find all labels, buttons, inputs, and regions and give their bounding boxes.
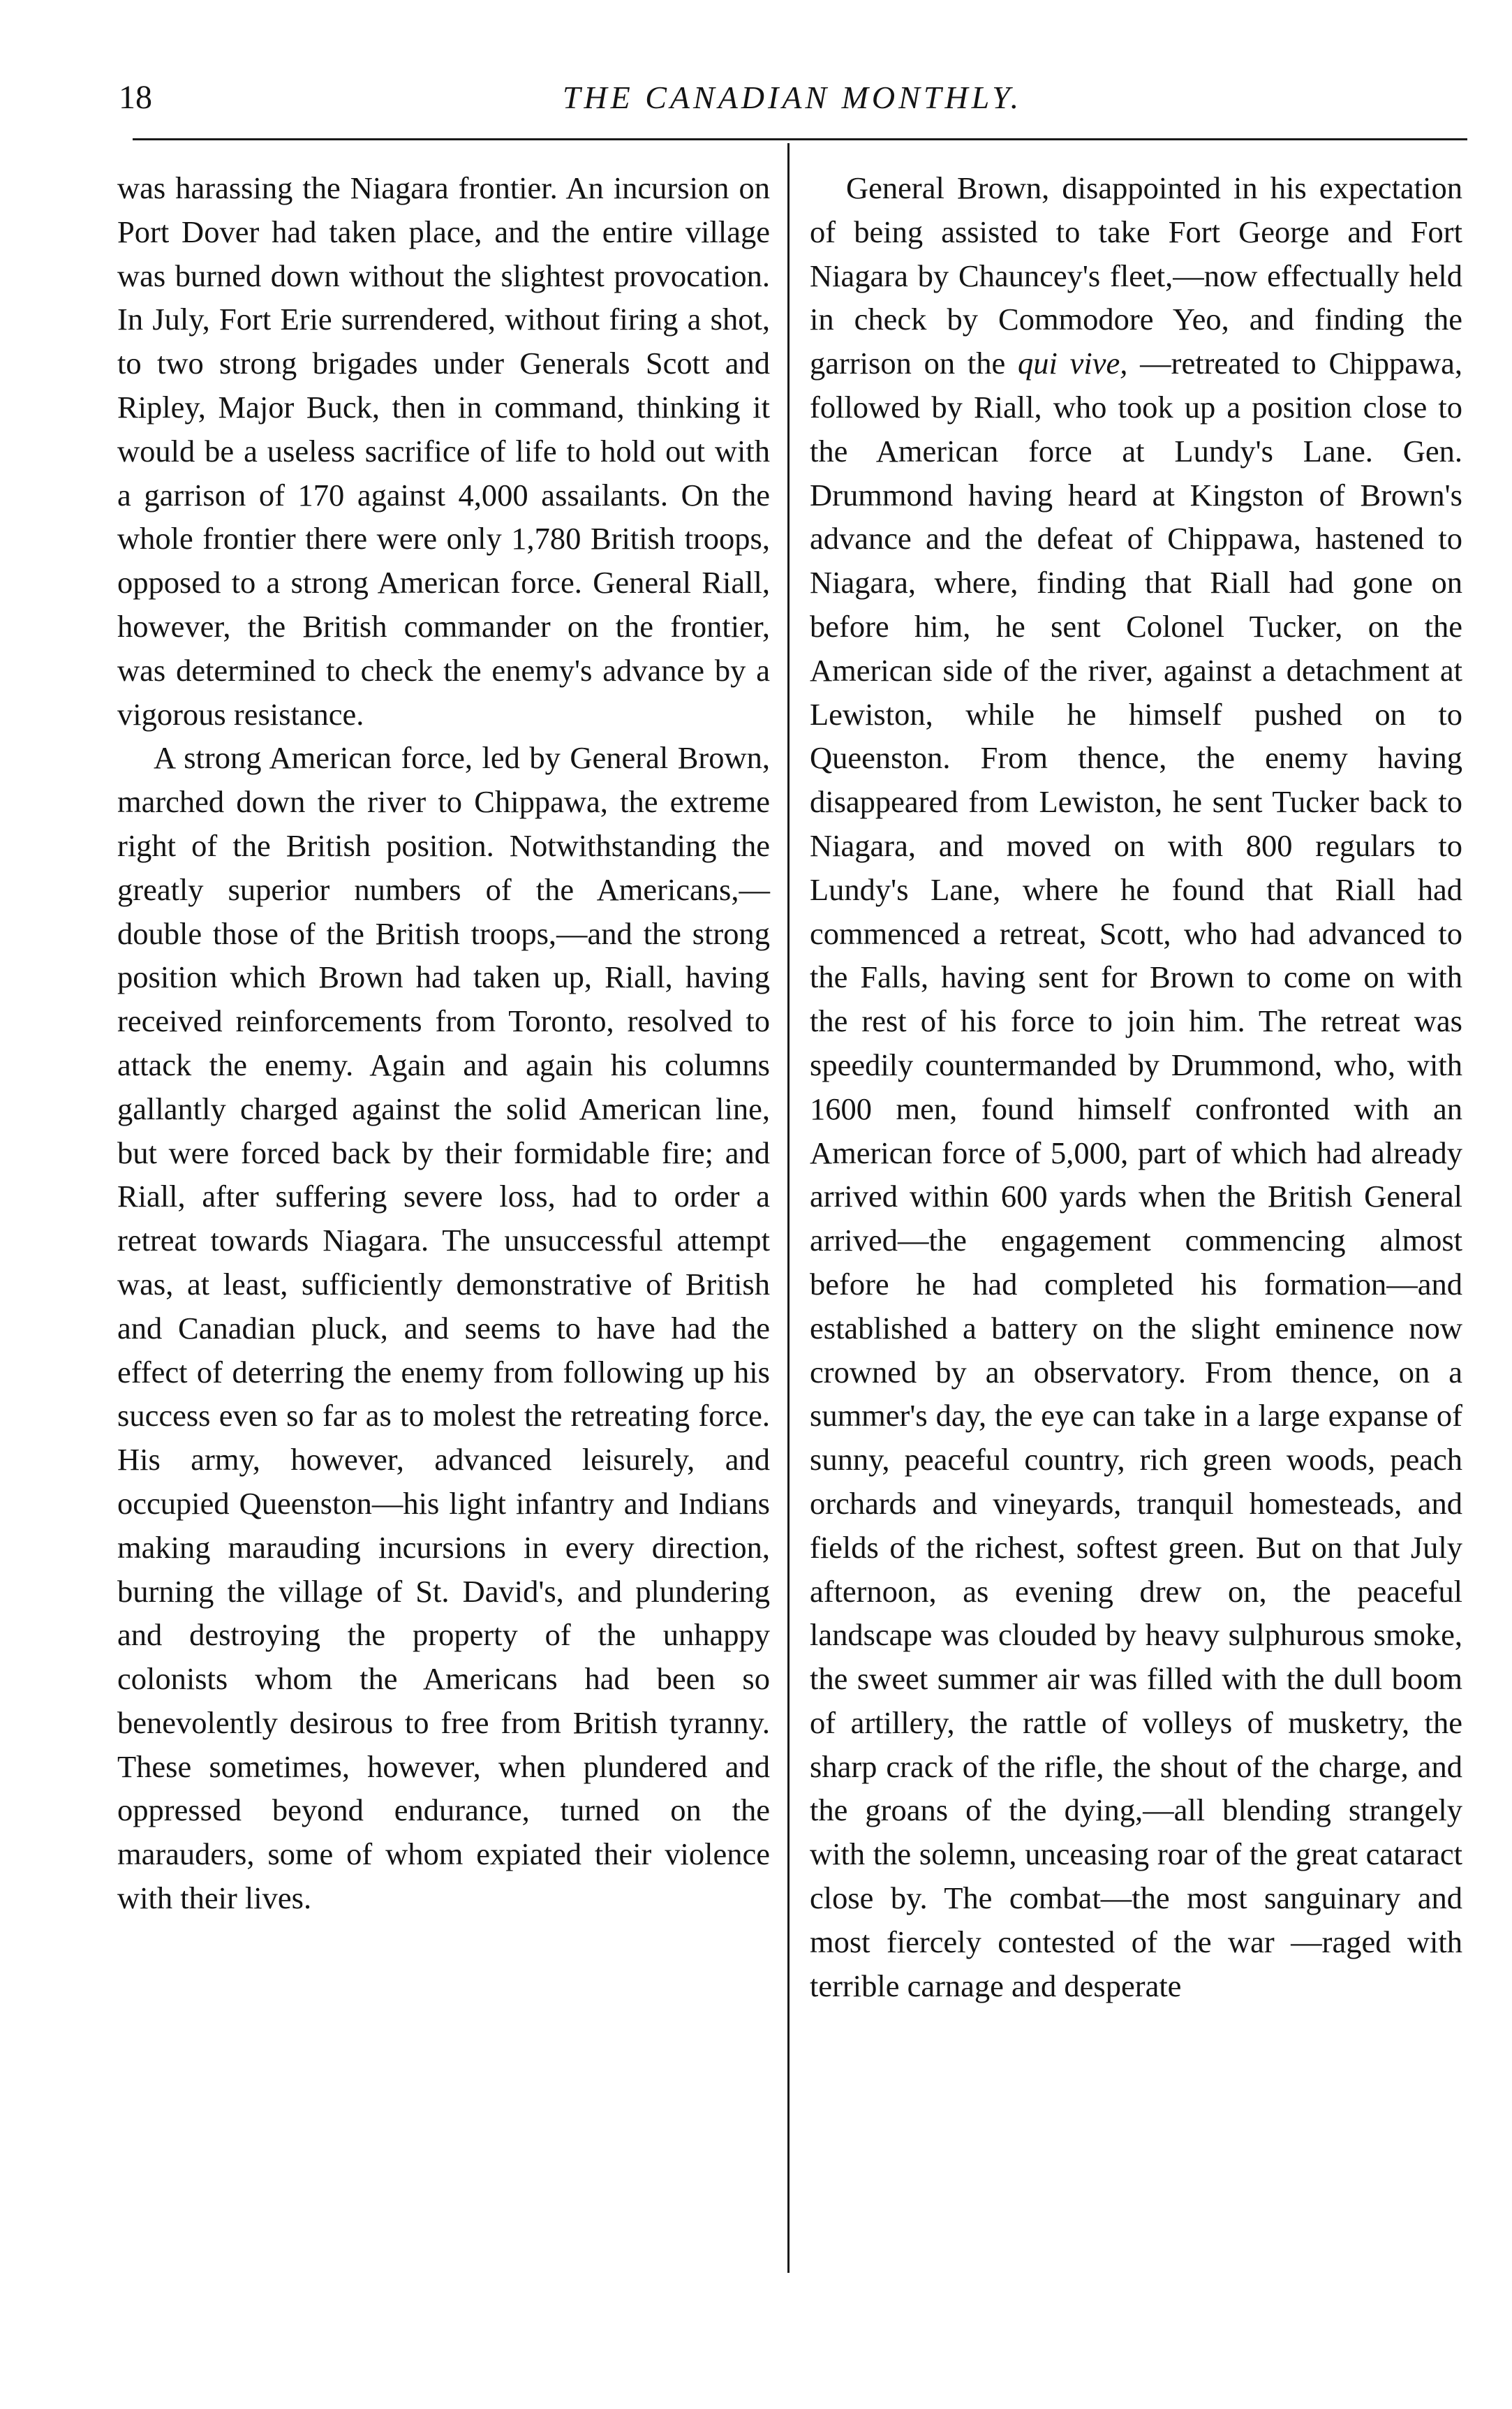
right-column bbox=[810, 166, 1462, 2008]
running-title: THE CANADIAN MONTHLY. bbox=[562, 80, 1023, 115]
left-paragraph-1: was harassing the Niagara frontier. An incursion on Port Dover had taken place, and the entire village was burned down without the slightest provocation. In July, Fort Erie surrendered, without firing a shot, to two strong brigades under Generals Scott and Ripley, Major Buck, then in command, thinking it would be a useless sacrifice of life to hold out with a garrison of 170 against 4,000 assailants. On the whole frontier there were only 1,780 British troops, opposed to a strong American force. General Riall, however, the British commander on the frontier, was determined to check the enemy's advance by a vigorous resistance. bbox=[117, 170, 770, 732]
left-column bbox=[117, 166, 770, 1920]
right-paragraph-1-italic: qui vive, bbox=[1018, 346, 1128, 381]
page-number: 18 bbox=[119, 79, 152, 116]
right-paragraph-1-text-b: —retreated to Chippawa, followed by Riall, who took up a position close to the American force at Lundy's Lane. Gen. Drummond having heard at Kingston of Brown's advance and the defeat of Chippawa, hastened to Niagara, where, finding that Riall had gone on before him, he sent Colonel Tucker, on the American side of the river, against a detachment at Lewiston, while he himself pushed on to Queenston. From thence, the enemy having disappeared from Lewiston, he sent Tucker back to Niagara, and moved on with 800 regulars to Lundy's Lane, where he found that Riall had commenced a retreat, Scott, who had advanced to the Falls, having sent for Brown to come on with the rest of his force to join him. The retreat was speedily countermanded by Drummond, who, with 1600 men, found himself confronted with an American force of 5,000, part of which had already arrived within 600 yards when the British General arrived—the engagement commencing almost before he had completed his formation—and established a battery on the slight eminence now crowned by an observatory. From thence, on a summer's day, the eye can take in a large expanse of sunny, peaceful country, rich green woods, peach orchards and vineyards, tranquil homesteads, and fields of the richest, softest green. But on that July afternoon, as evening drew on, the peaceful landscape was clouded by heavy sulphurous smoke, the sweet summer air was filled with the dull boom of artillery, the rattle of volleys of musketry, the sharp crack of the rifle, the shout of the charge, and the groans of the dying,—all blending strangely with the solemn, unceasing roar of the great cataract close by. The combat—the most sanguinary and most fiercely contested of the war —raged with terrible carnage and desperate bbox=[810, 346, 1463, 2003]
left-paragraph-2: A strong American force, led by General Brown, marched down the river to Chippawa, the extreme right of the British position. Notwithstanding the greatly superior numbers of the Americans,—double those of the British troops,—and the strong position which Brown had taken up, Riall, having received reinforcements from Toronto, resolved to attack the enemy. Again and again his columns gallantly charged against the solid American line, but were forced back by their formidable fire; and Riall, after suffering severe loss, had to order a retreat towards Niagara. The unsuccessful attempt was, at least, sufficiently demonstrative of British and Canadian pluck, and seems to have had the effect of deterring the enemy from following up his success even so far as to molest the retreating force. His army, however, advanced leisurely, and occupied Queenston—his light infantry and Indians making marauding incursions in every direction, burning the village of St. David's, and plundering and destroying the property of the unhappy colonists whom the Americans had been so benevolently desirous to free from British tyranny. These sometimes, however, when plundered and oppressed beyond endurance, turned on the marauders, some of whom expiated their violence with their lives. bbox=[117, 740, 770, 1916]
right-paragraph-1 bbox=[810, 166, 1462, 2008]
column-divider bbox=[787, 143, 790, 2273]
page-header bbox=[119, 70, 1466, 126]
right-paragraph-1-text-a: General Brown, disappointed in his expectation of being assisted to take Fort George and Fort Niagara by Chauncey's fleet,—now effectually held in check by Commodore Yeo, and finding the garrison on the bbox=[810, 170, 1462, 381]
header-rule bbox=[133, 138, 1467, 140]
